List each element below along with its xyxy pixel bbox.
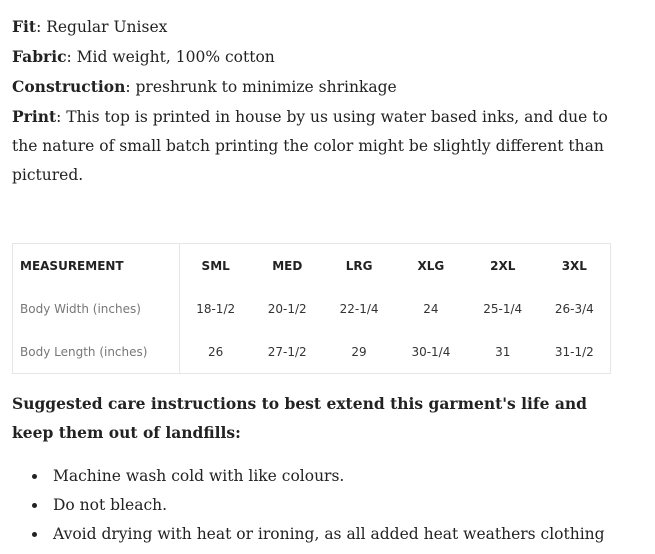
- header-3xl: 3XL: [561, 258, 587, 273]
- care-instructions-list: [12, 462, 652, 549]
- header-sml: SML: [201, 258, 230, 273]
- list-item: [12, 491, 652, 520]
- table-cell: 24: [423, 301, 439, 316]
- fit-label: Fit: [12, 17, 37, 36]
- table-cell: 30-1/4: [411, 344, 451, 359]
- table-cell: 22-1/4: [339, 301, 379, 316]
- print-line: [12, 102, 612, 190]
- care-item-text: Do not bleach.: [53, 496, 168, 514]
- fit-value: : Regular Unisex: [36, 18, 168, 36]
- print-label: Print: [12, 107, 57, 126]
- bullet-icon: [32, 532, 37, 537]
- header-xlg: XLG: [417, 258, 445, 273]
- table-row: [13, 330, 611, 374]
- header-lrg: LRG: [345, 258, 373, 273]
- bullet-icon: [32, 474, 37, 479]
- table-cell: 18-1/2: [196, 301, 236, 316]
- fabric-value: : Mid weight, 100% cotton: [66, 48, 275, 66]
- header-measurement: MEASUREMENT: [13, 244, 180, 288]
- table-cell: 29: [351, 344, 367, 359]
- header-med: MED: [272, 258, 303, 273]
- care-item-text: Avoid drying with heat or ironing, as all added heat weathers clothing: [53, 525, 605, 543]
- row-label-body-width: Body Width (inches): [13, 287, 180, 330]
- print-value: : This top is printed in house by us using water based inks, and due to the nature of small batch printing the color might be slightly different than pictured.: [12, 108, 608, 184]
- table-cell: 20-1/2: [267, 301, 307, 316]
- care-instructions-title: Suggested care instructions to best extend this garment's life and keep them out of landfills:: [12, 394, 587, 442]
- list-item: [12, 520, 652, 549]
- fit-line: [12, 12, 612, 42]
- fabric-line: [12, 42, 612, 72]
- table-cell: 26-3/4: [554, 301, 594, 316]
- table-cell: 27-1/2: [267, 344, 307, 359]
- table-row: [13, 287, 611, 330]
- construction-label: Construction: [12, 77, 126, 96]
- row-label-body-length: Body Length (inches): [13, 330, 180, 374]
- fabric-label: Fabric: [12, 47, 67, 66]
- header-2xl: 2XL: [490, 258, 516, 273]
- bullet-icon: [32, 503, 37, 508]
- list-item: [12, 462, 652, 491]
- table-cell: 26: [208, 344, 224, 359]
- table-cell: 31-1/2: [554, 344, 594, 359]
- table-header-row: [13, 244, 611, 288]
- construction-line: [12, 72, 612, 102]
- product-specs: [12, 12, 612, 190]
- size-chart-table: [12, 243, 611, 374]
- care-item-text: Machine wash cold with like colours.: [53, 467, 345, 485]
- construction-value: : preshrunk to minimize shrinkage: [125, 78, 397, 96]
- table-cell: 25-1/4: [483, 301, 523, 316]
- table-cell: 31: [495, 344, 511, 359]
